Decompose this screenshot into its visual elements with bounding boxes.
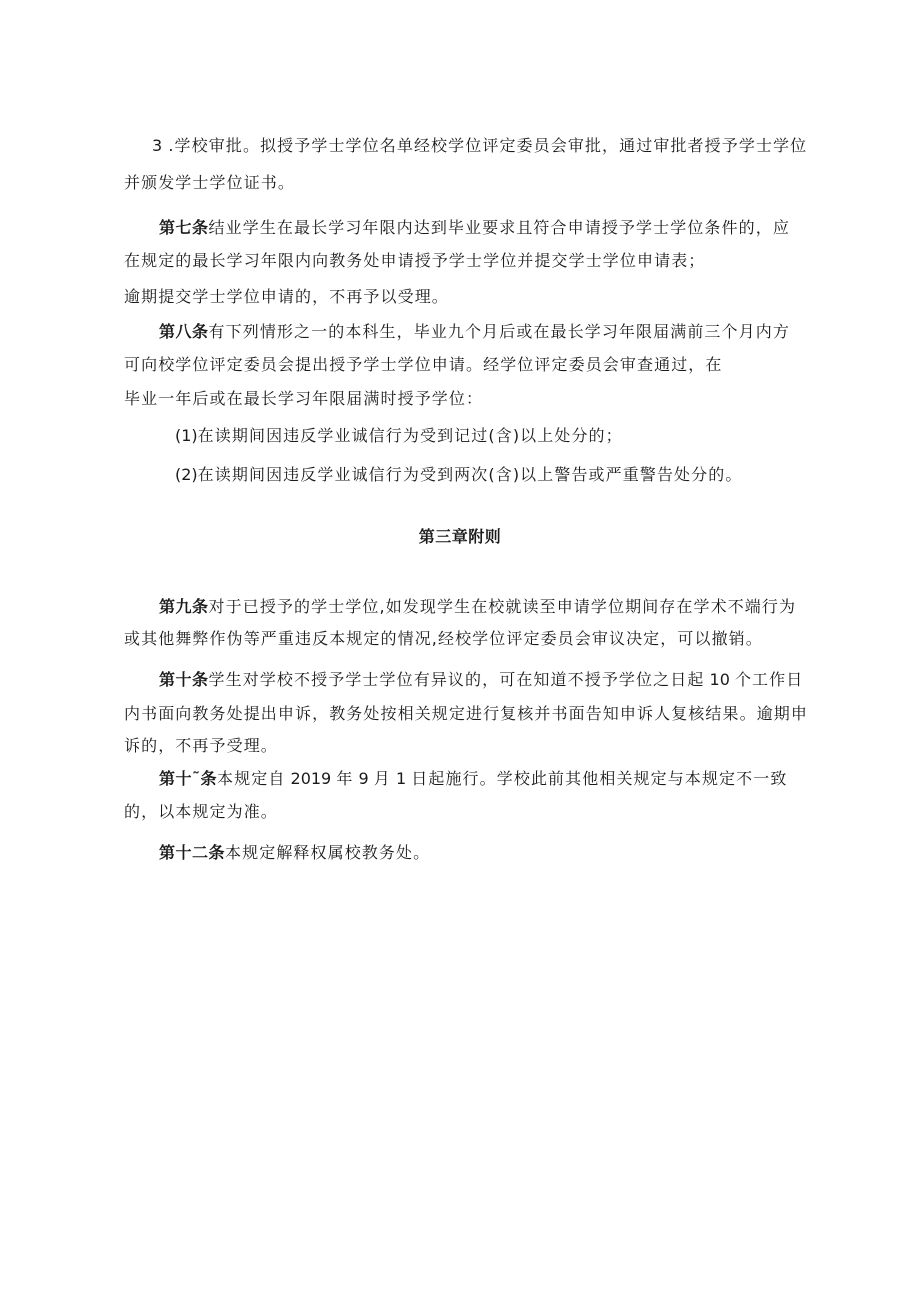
text-line: 可向校学位评定委员会提出授予学士学位申请。经学位评定委员会审查通过，在 [124, 355, 723, 374]
text-line: 并颁发学士学位证书。 [124, 173, 296, 192]
article-heading: 第八条 [159, 322, 209, 341]
article-heading: 第九条 [159, 597, 209, 616]
text-line: 在规定的最长学习年限内向教务处申请授予学士学位并提交学士学位申请表； [124, 251, 706, 270]
text-line: 的，以本规定为准。 [124, 802, 278, 821]
article-heading: 第十二条 [159, 843, 226, 862]
chapter-title: 第三章附则 [418, 527, 502, 546]
text-line: 第七条结业学生在最长学习年限内达到毕业要求且符合申请授予学士学位条件的，应 [159, 218, 790, 237]
text-line: 第九条对于已授予的学士学位,如发现学生在校就读至申请学位期间存在学术不端行为 [159, 597, 797, 616]
text-line: 第八条有下列情形之一的本科生，毕业九个月后或在最长学习年限届满前三个月内方 [159, 322, 790, 341]
text-line: (1)在读期间因违反学业诚信行为受到记过(含)以上处分的； [175, 426, 623, 445]
text-line: 逾期提交学士学位申请的，不再予以受理。 [124, 287, 449, 306]
text-line: 3 .学校审批。拟授予学士学位名单经校学位评定委员会审批，通过审批者授予学士学位 [152, 136, 808, 155]
article-heading: 第七条 [159, 218, 209, 237]
article-heading: 第十条 [159, 670, 209, 689]
article-heading: 第十˜条 [159, 769, 218, 788]
text-line: (2)在读期间因违反学业诚信行为受到两次(含)以上警告或严重警告处分的。 [175, 465, 743, 484]
text-line: 内书面向教务处提出申诉，教务处按相关规定进行复核并书面告知申诉人复核结果。逾期申 [124, 704, 809, 723]
text-line: 或其他舞弊作伪等严重违反本规定的情况,经校学位评定委员会审议决定，可以撤销。 [124, 629, 763, 648]
text-line: 毕业一年后或在最长学习年限届满时授予学位： [124, 389, 484, 408]
text-line: 诉的，不再予受理。 [124, 736, 278, 755]
text-line: 第十条学生对学校不授予学士学位有异议的，可在知道不授予学位之日起 10 个工作日 [159, 670, 804, 689]
text-line: 第十二条本规定解释权属校教务处。 [159, 843, 431, 862]
text-line: 第十˜条本规定自 2019 年 9 月 1 日起施行。学校此前其他相关规定与本规定不一致 [159, 769, 788, 788]
